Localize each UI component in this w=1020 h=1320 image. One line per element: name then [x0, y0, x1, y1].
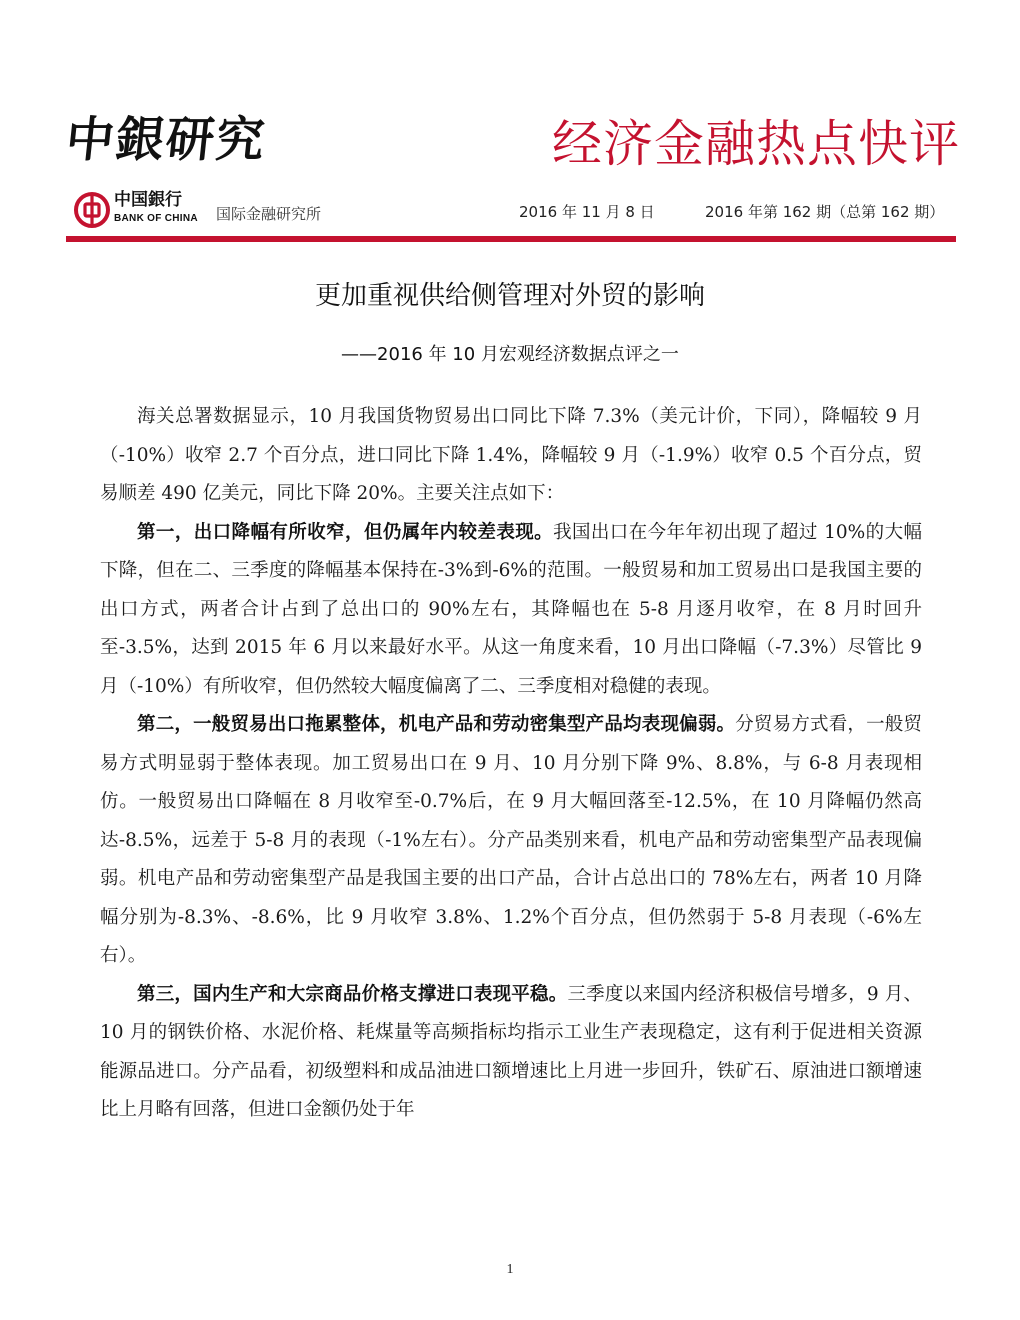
paragraph-point-2 [100, 706, 922, 976]
paragraph-point-3 [100, 976, 922, 1130]
paragraph-text: 分贸易方式看，一般贸易方式明显弱于整体表现。加工贸易出口在 9 月、10 月分别下降 9%、8.8%，与 6-8 月表现相仿。一般贸易出口降幅在 8 月收窄至-0.7%后，在 9 月大幅回落至-12.5%，在 10 月降幅仍然高达-8.5%，远差于 5-8 月的表现（-1%左右）。分产品类别来看，机电产品和劳动密集型产品表现偏弱。机电产品和劳动密集型产品是我国主要的出口产品，合计占总出口的 78%左右，两者 10 月降幅分别为-8.3%、-8.6%，比 9 月收窄 3.8%、1.2%个百分点，但仍然弱于 5-8 月表现（-6%左右）。 [100, 714, 922, 966]
paragraph-intro [100, 398, 922, 514]
paragraph-text: 海关总署数据显示，10 月我国货物贸易出口同比下降 7.3%（美元计价，下同），降幅较 9 月（-10%）收窄 2.7 个百分点，进口同比下降 1.4%，降幅较 9 月（-1.9%）收窄 0.5 个百分点，贸易顺差 490 亿美元，同比下降 20%。主要关注点如下： [100, 406, 922, 504]
header-divider [66, 236, 956, 242]
paragraph-point-1 [100, 514, 922, 707]
paragraph-text: 我国出口在今年年初出现了超过 10%的大幅下降，但在二、三季度的降幅基本保持在-3%到-6%的范围。一般贸易和加工贸易出口是我国主要的出口方式，两者合计占到了总出口的 90%左右，其降幅也在 5-8 月逐月收窄，在 8 月时回升至-3.5%，达到 2015 年 6 月以来最好水平。从这一角度来看，10 月出口降幅（-7.3%）尽管比 9 月（-10%）有所收窄，但仍然较大幅度偏离了二、三季度相对稳健的表现。 [100, 521, 922, 697]
article-title: 更加重视供给侧管理对外贸的影响 [314, 281, 705, 311]
issue-number: 2016 年第 162 期（总第 162 期） [705, 203, 945, 221]
bank-name-chinese: 中国銀行 [114, 190, 182, 210]
bank-name-english: BANK OF CHINA [114, 213, 198, 224]
paragraph-lead: 第二，一般贸易出口拖累整体，机电产品和劳动密集型产品均表现偏弱。 [137, 714, 736, 735]
page-number: 1 [506, 1262, 514, 1277]
article-subtitle: ——2016 年 10 月宏观经济数据点评之一 [341, 344, 679, 365]
institute-name: 国际金融研究所 [216, 205, 322, 223]
series-title: 经济金融热点快评 [552, 115, 960, 173]
zhongyin-research-logo: 中銀研究 [63, 112, 269, 168]
paragraph-text: 三季度以来国内经济积极信号增多，9 月、10 月的钢铁价格、水泥价格、耗煤量等高频指标均指示工业生产表现稳定，这有利于促进相关资源能源品进口。分产品看，初级塑料和成品油进口额增速比上月进一步回升，铁矿石、原油进口额增速比上月略有回落，但进口金额仍处于年 [100, 983, 922, 1120]
article-body [100, 398, 922, 1130]
bank-of-china-logo-icon [74, 192, 110, 228]
paragraph-lead: 第一，出口降幅有所收窄，但仍属年内较差表现。 [137, 521, 554, 543]
paragraph-lead: 第三，国内生产和大宗商品价格支撑进口表现平稳。 [137, 983, 568, 1005]
issue-date: 2016 年 11 月 8 日 [519, 203, 655, 221]
